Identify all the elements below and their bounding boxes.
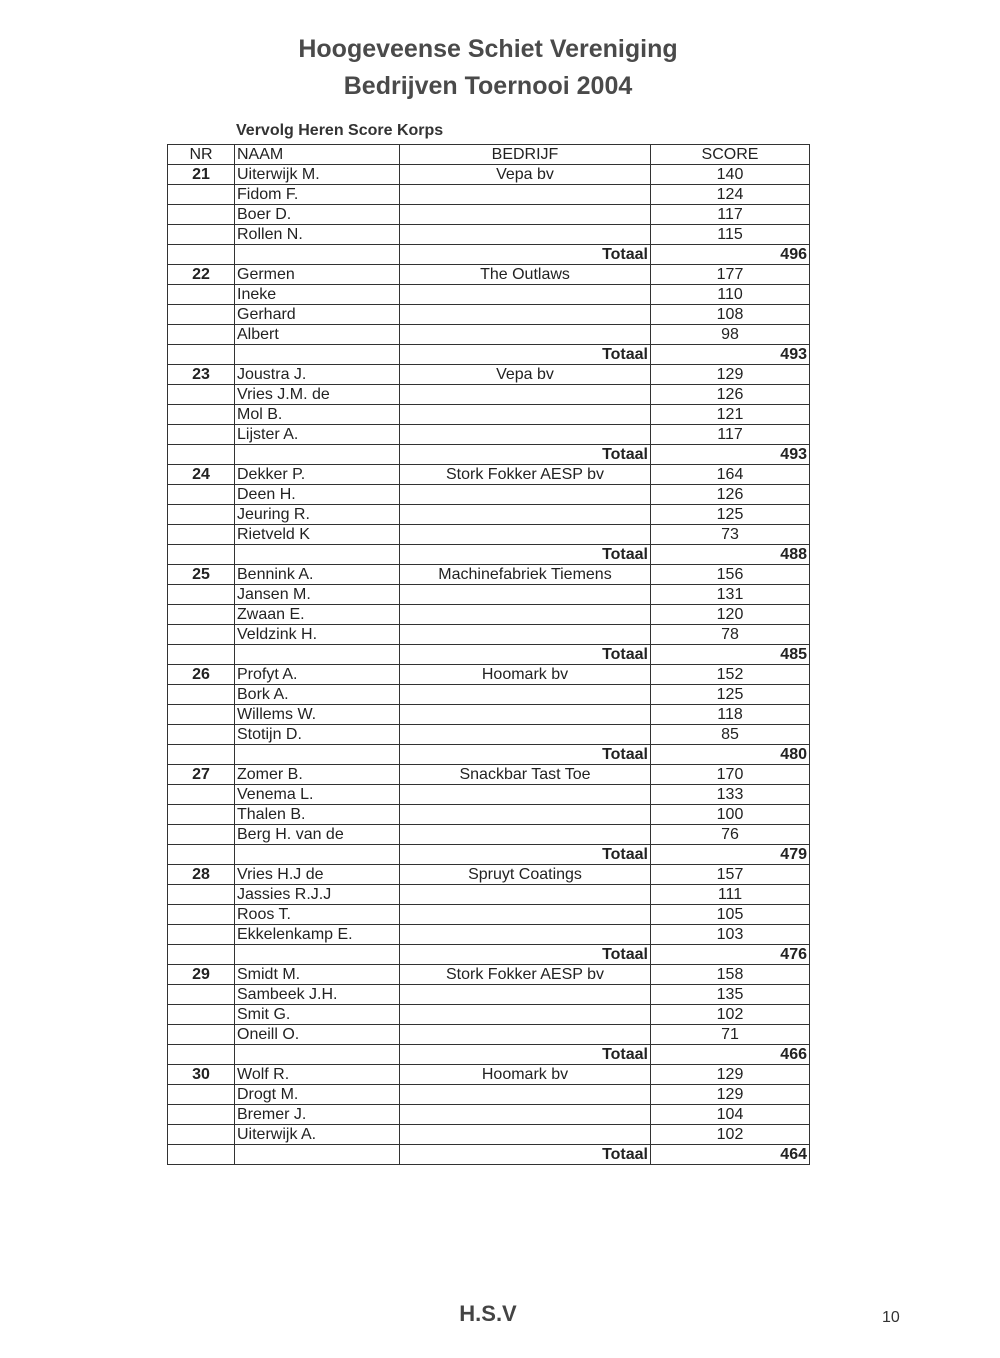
company-name: Spruyt Coatings [400,865,651,885]
empty-cell [168,925,235,945]
member-score: 156 [651,565,810,585]
table-row [168,325,810,345]
team-total: 485 [651,645,810,665]
company-name: Vepa bv [400,165,651,185]
table-row [168,765,810,785]
page-subtitle: Bedrijven Toernooi 2004 [343,72,633,100]
total-label: Totaal [400,945,651,965]
member-name: Willems W. [235,705,400,725]
member-score: 103 [651,925,810,945]
table-row [168,925,810,945]
table-row [168,665,810,685]
empty-cell [168,205,235,225]
page-number: 10 [882,1309,900,1326]
table-row [168,605,810,625]
table-row [168,365,810,385]
member-score: 104 [651,1105,810,1125]
company-name: Hoomark bv [400,1065,651,1085]
empty-cell [400,1085,651,1105]
empty-cell [400,585,651,605]
member-name: Jeuring R. [235,505,400,525]
member-name: Germen [235,265,400,285]
table-row [168,1085,810,1105]
table-row [168,1065,810,1085]
section-heading: Vervolg Heren Score Korps [236,122,444,139]
company-name: Hoomark bv [400,665,651,685]
member-name: Joustra J. [235,365,400,385]
member-name: Roos T. [235,905,400,925]
member-name: Fidom F. [235,185,400,205]
table-row [168,1005,810,1025]
total-row [168,1045,810,1065]
table-row [168,465,810,485]
member-name: Smit G. [235,1005,400,1025]
table-row [168,265,810,285]
member-name: Rollen N. [235,225,400,245]
member-name: Ekkelenkamp E. [235,925,400,945]
member-score: 170 [651,765,810,785]
empty-cell [400,185,651,205]
empty-cell [400,885,651,905]
total-label: Totaal [400,245,651,265]
empty-cell [168,545,235,565]
table-row [168,565,810,585]
empty-cell [168,685,235,705]
table-row [168,905,810,925]
empty-cell [168,705,235,725]
member-name: Stotijn D. [235,725,400,745]
empty-cell [168,285,235,305]
empty-cell [168,325,235,345]
empty-cell [168,645,235,665]
member-score: 135 [651,985,810,1005]
empty-cell [168,485,235,505]
team-number: 26 [168,665,235,685]
company-name: Stork Fokker AESP bv [400,965,651,985]
table-row [168,385,810,405]
column-header-bedrijf: BEDRIJF [400,145,651,165]
member-score: 98 [651,325,810,345]
empty-cell [400,485,651,505]
team-number: 21 [168,165,235,185]
member-score: 158 [651,965,810,985]
empty-cell [400,525,651,545]
member-score: 121 [651,405,810,425]
member-score: 117 [651,425,810,445]
empty-cell [168,985,235,1005]
empty-cell [168,885,235,905]
member-name: Uiterwijk A. [235,1125,400,1145]
empty-cell [400,805,651,825]
total-row [168,745,810,765]
empty-cell [400,285,651,305]
column-header-naam: NAAM [235,145,400,165]
member-score: 129 [651,1065,810,1085]
table-row [168,865,810,885]
table-row [168,885,810,905]
empty-cell [400,385,651,405]
empty-cell [400,705,651,725]
company-name: Machinefabriek Tiemens [400,565,651,585]
empty-cell [168,625,235,645]
team-number: 28 [168,865,235,885]
total-label: Totaal [400,445,651,465]
table-row [168,685,810,705]
member-name: Albert [235,325,400,345]
member-score: 117 [651,205,810,225]
member-name: Deen H. [235,485,400,505]
empty-cell [168,445,235,465]
table-row [168,285,810,305]
total-label: Totaal [400,1145,651,1165]
member-name: Gerhard [235,305,400,325]
team-total: 493 [651,445,810,465]
member-score: 140 [651,165,810,185]
total-row [168,445,810,465]
team-number: 27 [168,765,235,785]
page-title: Hoogeveense Schiet Vereniging [298,35,678,63]
table-row [168,405,810,425]
member-score: 152 [651,665,810,685]
empty-cell [400,905,651,925]
empty-cell [168,185,235,205]
member-name: Jassies R.J.J [235,885,400,905]
member-name: Bork A. [235,685,400,705]
table-row [168,485,810,505]
total-row [168,545,810,565]
empty-cell [400,625,651,645]
member-name: Veldzink H. [235,625,400,645]
table-row [168,805,810,825]
member-score: 133 [651,785,810,805]
table-row [168,425,810,445]
empty-cell [400,505,651,525]
total-row [168,345,810,365]
empty-cell [400,685,651,705]
member-name: Venema L. [235,785,400,805]
table-row [168,785,810,805]
empty-cell [168,385,235,405]
member-name: Boer D. [235,205,400,225]
table-row [168,705,810,725]
empty-cell [235,345,400,365]
team-total: 488 [651,545,810,565]
member-name: Vries H.J de [235,865,400,885]
empty-cell [235,945,400,965]
member-name: Bremer J. [235,1105,400,1125]
table-row [168,725,810,745]
empty-cell [168,1125,235,1145]
member-name: Uiterwijk M. [235,165,400,185]
empty-cell [400,605,651,625]
empty-cell [168,785,235,805]
member-name: Mol B. [235,405,400,425]
empty-cell [168,305,235,325]
member-score: 124 [651,185,810,205]
member-name: Wolf R. [235,1065,400,1085]
member-score: 129 [651,365,810,385]
team-number: 24 [168,465,235,485]
member-score: 120 [651,605,810,625]
member-name: Dekker P. [235,465,400,485]
team-total: 493 [651,345,810,365]
empty-cell [400,925,651,945]
member-name: Vries J.M. de [235,385,400,405]
member-name: Drogt M. [235,1085,400,1105]
empty-cell [235,745,400,765]
table-body [168,165,810,1165]
empty-cell [168,605,235,625]
member-score: 110 [651,285,810,305]
member-score: 131 [651,585,810,605]
member-score: 108 [651,305,810,325]
member-name: Sambeek J.H. [235,985,400,1005]
empty-cell [168,845,235,865]
footer-org: H.S.V [459,1301,517,1326]
empty-cell [400,1105,651,1125]
empty-cell [400,1125,651,1145]
table-row [168,585,810,605]
empty-cell [235,445,400,465]
empty-cell [168,945,235,965]
empty-cell [168,1105,235,1125]
column-header-score: SCORE [651,145,810,165]
empty-cell [168,245,235,265]
empty-cell [400,1005,651,1025]
team-number: 25 [168,565,235,585]
team-total: 476 [651,945,810,965]
member-score: 164 [651,465,810,485]
empty-cell [400,205,651,225]
member-name: Ineke [235,285,400,305]
member-score: 125 [651,505,810,525]
table-row [168,185,810,205]
team-total: 466 [651,1045,810,1065]
empty-cell [168,425,235,445]
member-score: 118 [651,705,810,725]
empty-cell [168,1045,235,1065]
empty-cell [168,225,235,245]
column-header-nr: NR [168,145,235,165]
table-row [168,225,810,245]
member-name: Smidt M. [235,965,400,985]
table-row [168,825,810,845]
empty-cell [168,1025,235,1045]
empty-cell [168,525,235,545]
company-name: The Outlaws [400,265,651,285]
empty-cell [168,405,235,425]
member-score: 115 [651,225,810,245]
member-score: 100 [651,805,810,825]
empty-cell [168,345,235,365]
empty-cell [235,845,400,865]
total-label: Totaal [400,845,651,865]
empty-cell [400,725,651,745]
table-row [168,625,810,645]
empty-cell [235,1145,400,1165]
empty-cell [235,645,400,665]
member-score: 102 [651,1125,810,1145]
total-label: Totaal [400,745,651,765]
member-name: Zomer B. [235,765,400,785]
member-name: Bennink A. [235,565,400,585]
empty-cell [400,305,651,325]
team-number: 23 [168,365,235,385]
empty-cell [235,1045,400,1065]
empty-cell [400,785,651,805]
empty-cell [168,1145,235,1165]
empty-cell [168,585,235,605]
member-score: 102 [651,1005,810,1025]
member-score: 157 [651,865,810,885]
team-total: 464 [651,1145,810,1165]
member-score: 73 [651,525,810,545]
member-score: 78 [651,625,810,645]
team-number: 29 [168,965,235,985]
member-name: Lijster A. [235,425,400,445]
team-total: 480 [651,745,810,765]
member-name: Berg H. van de [235,825,400,845]
score-table [167,144,810,1165]
empty-cell [235,545,400,565]
empty-cell [168,725,235,745]
table-row [168,965,810,985]
total-label: Totaal [400,645,651,665]
member-score: 76 [651,825,810,845]
table-row [168,1105,810,1125]
table-row [168,305,810,325]
member-score: 125 [651,685,810,705]
empty-cell [400,225,651,245]
empty-cell [235,245,400,265]
empty-cell [400,325,651,345]
total-label: Totaal [400,1045,651,1065]
table-row [168,165,810,185]
empty-cell [168,905,235,925]
member-score: 126 [651,385,810,405]
member-score: 111 [651,885,810,905]
member-score: 105 [651,905,810,925]
table-header-row [168,145,810,165]
team-number: 30 [168,1065,235,1085]
member-score: 177 [651,265,810,285]
company-name: Stork Fokker AESP bv [400,465,651,485]
company-name: Snackbar Tast Toe [400,765,651,785]
empty-cell [168,825,235,845]
total-row [168,245,810,265]
table-row [168,525,810,545]
empty-cell [400,405,651,425]
member-score: 126 [651,485,810,505]
member-score: 85 [651,725,810,745]
table-row [168,1025,810,1045]
total-row [168,645,810,665]
empty-cell [168,1085,235,1105]
total-label: Totaal [400,545,651,565]
member-name: Oneill O. [235,1025,400,1045]
total-label: Totaal [400,345,651,365]
member-score: 129 [651,1085,810,1105]
empty-cell [400,1025,651,1045]
empty-cell [400,825,651,845]
empty-cell [168,1005,235,1025]
table-row [168,985,810,1005]
company-name: Vepa bv [400,365,651,385]
empty-cell [168,745,235,765]
total-row [168,1145,810,1165]
team-total: 496 [651,245,810,265]
member-name: Jansen M. [235,585,400,605]
team-total: 479 [651,845,810,865]
table-row [168,205,810,225]
empty-cell [400,425,651,445]
total-row [168,845,810,865]
empty-cell [168,505,235,525]
member-name: Zwaan E. [235,605,400,625]
member-name: Rietveld K [235,525,400,545]
member-name: Thalen B. [235,805,400,825]
member-name: Profyt A. [235,665,400,685]
team-number: 22 [168,265,235,285]
empty-cell [168,805,235,825]
total-row [168,945,810,965]
member-score: 71 [651,1025,810,1045]
table-row [168,505,810,525]
table-row [168,1125,810,1145]
empty-cell [400,985,651,1005]
